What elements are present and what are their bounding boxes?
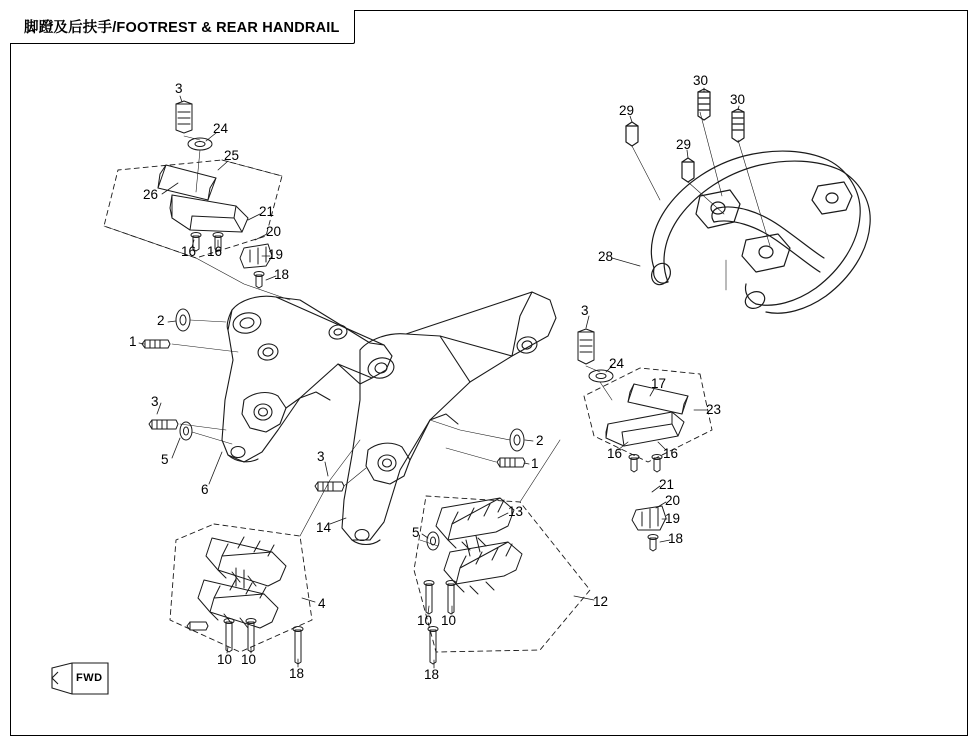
callout-3: 3 xyxy=(175,81,183,96)
page-title: 脚蹬及后扶手/FOOTREST & REAR HANDRAIL xyxy=(24,20,340,36)
callout-6: 6 xyxy=(201,482,209,497)
callout-21-right: 21 xyxy=(659,477,675,492)
callout-13: 13 xyxy=(508,504,524,519)
callout-20-right: 20 xyxy=(665,493,681,508)
callout-29-b: 29 xyxy=(676,137,692,152)
callout-5-left: 5 xyxy=(161,452,169,467)
callout-5-right: 5 xyxy=(412,525,420,540)
callout-10-b: 10 xyxy=(241,652,257,667)
callout-3-left-lower: 3 xyxy=(151,394,159,409)
callout-17: 17 xyxy=(651,376,667,391)
callout-18-bottom: 18 xyxy=(424,667,440,682)
callout-10-a: 10 xyxy=(217,652,233,667)
callout-19: 19 xyxy=(268,247,284,262)
right-rear-footpeg-assembly xyxy=(584,368,712,551)
callout-10-d: 10 xyxy=(441,613,457,628)
callout-16-c: 16 xyxy=(607,446,623,461)
callout-26: 26 xyxy=(143,187,159,202)
callout-18-left: 18 xyxy=(289,666,305,681)
callout-16-d: 16 xyxy=(663,446,679,461)
callout-14: 14 xyxy=(316,520,332,535)
callout-2-left: 2 xyxy=(157,313,165,328)
callout-30-b: 30 xyxy=(730,92,746,107)
fwd-label: FWD xyxy=(76,672,103,684)
callout-18: 18 xyxy=(274,267,290,282)
left-side-fasteners xyxy=(142,309,192,440)
right-main-footrest-assembly xyxy=(414,496,590,664)
callout-18-right: 18 xyxy=(668,531,684,546)
callout-20: 20 xyxy=(266,224,282,239)
callout-21: 21 xyxy=(259,204,275,219)
callout-30-a: 30 xyxy=(693,73,709,88)
left-main-footrest-assembly xyxy=(170,524,312,664)
rear-handrail-assembly xyxy=(626,89,870,313)
callout-12: 12 xyxy=(593,594,609,609)
callout-1-left: 1 xyxy=(129,334,137,349)
callout-4: 4 xyxy=(318,596,326,611)
callout-2-right: 2 xyxy=(536,433,544,448)
left-rear-footpeg-assembly xyxy=(104,101,282,288)
callout-29-a: 29 xyxy=(619,103,635,118)
callout-25: 25 xyxy=(224,148,240,163)
callout-16-b: 16 xyxy=(207,244,223,259)
callout-24: 24 xyxy=(213,121,229,136)
callout-10-c: 10 xyxy=(417,613,433,628)
callout-28: 28 xyxy=(598,249,614,264)
callout-23: 23 xyxy=(706,402,722,417)
callout-24-right: 24 xyxy=(609,356,625,371)
left-frame-bracket xyxy=(222,296,392,462)
callout-3-right: 3 xyxy=(581,303,589,318)
callout-3-mid: 3 xyxy=(317,449,325,464)
callout-1-right: 1 xyxy=(531,456,539,471)
callout-19-right: 19 xyxy=(665,511,681,526)
callout-16-a: 16 xyxy=(181,244,197,259)
